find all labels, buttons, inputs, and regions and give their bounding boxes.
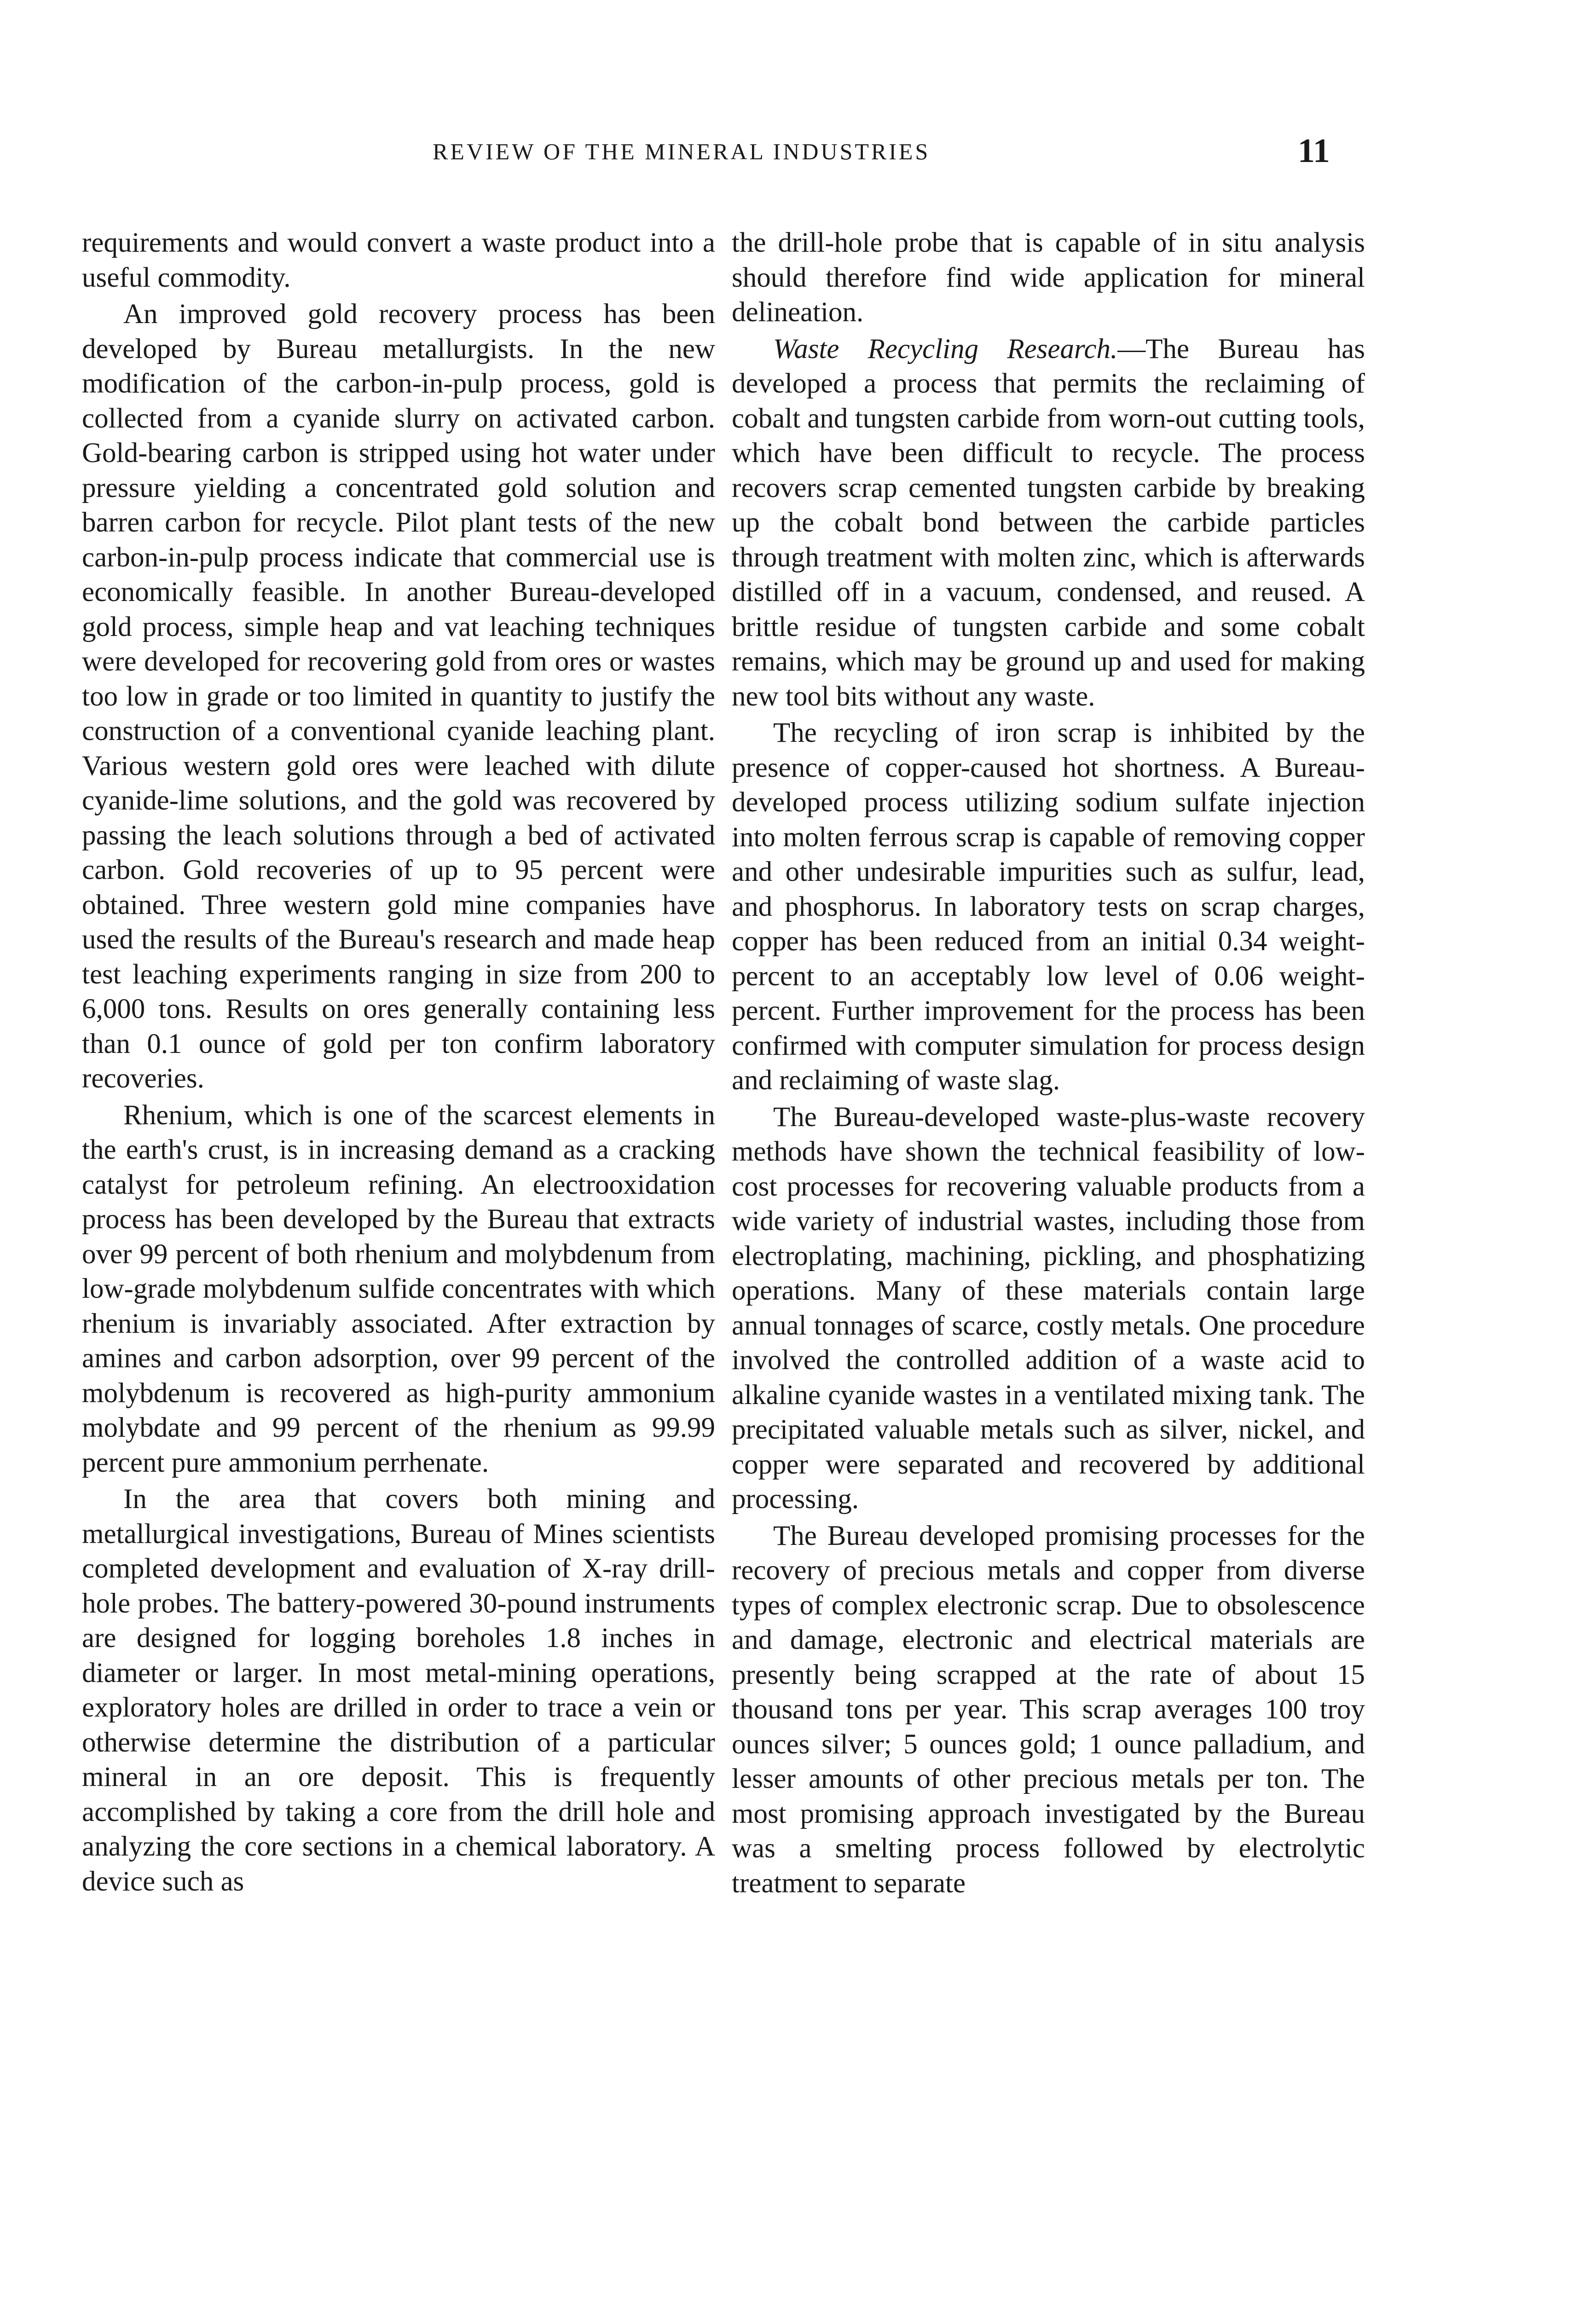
- paragraph-waste-recycling: [732, 332, 1365, 714]
- paragraph: The recycling of iron scrap is inhibited by the presence of copper-caused hot shortness. A Bureau-developed process utilizing sodium sulfate injection into molten ferrous scrap is capable of removing copper and other undesirable impurities such as sulfur, lead, and phosphorus. In laboratory tests on scrap charges, copper has been reduced from an initial 0.34 weight-percent to an acceptably low level of 0.06 weight-percent. Further improvement for the process has been confirmed with computer simulation for process design and reclaiming of waste slag.: [732, 717, 1365, 1096]
- running-title: REVIEW OF THE MINERAL INDUSTRIES: [433, 139, 931, 164]
- paragraph: Rhenium, which is one of the scarcest elements in the earth's crust, is in increasing demand as a cracking catalyst for petroleum refining. An electrooxidation process has been developed by the Bureau that extracts over 99 percent of both rhenium and molybdenum from low-grade molybdenum sulfide concentrates with which rhenium is invariably associated. After extraction by amines and carbon adsorption, over 99 percent of the molybdenum is recovered as high-purity ammonium molybdate and 99 percent of the rhenium as 99.99 percent pure ammonium perrhenate.: [82, 1099, 715, 1478]
- paragraph: The Bureau-developed waste-plus-waste recovery methods have shown the technical feasibility of low-cost processes for recovering valuable products from a wide variety of industrial wastes, including those from electroplating, machining, pickling, and phosphatizing operations. Many of these materials contain large annual tonnages of scarce, costly metals. One procedure involved the controlled addition of a waste acid to alkaline cyanide wastes in a ventilated mixing tank. The precipitated valuable metals such as silver, nickel, and copper were separated and recovered by additional processing.: [732, 1101, 1365, 1515]
- paragraph: An improved gold recovery process has been developed by Bureau metallurgists. In the new modification of the carbon-in-pulp process, gold is collected from a cyanide slurry on activated carbon. Gold-bearing carbon is stripped using hot water under pressure yielding a concentrated gold solution and barren carbon for recycle. Pilot plant tests of the new carbon-in-pulp process indicate that commercial use is economically feasible. In another Bureau-developed gold process, simple heap and vat leaching techniques were developed for recovering gold from ores or wastes too low in grade or too limited in quantity to justify the construction of a conventional cyanide leaching plant. Various western gold ores were leached with dilute cyanide-lime solutions, and the gold was recovered by passing the leach solutions through a bed of activated carbon. Gold recoveries of up to 95 percent were obtained. Three western gold mine companies have used the results of the Bureau's research and made heap test leaching experiments ranging in size from 200 to 6,000 tons. Results on ores generally containing less than 0.1 ounce of gold per ton confirm laboratory recoveries.: [82, 299, 715, 1094]
- running-head: [0, 132, 1596, 175]
- paragraph-text: —The Bureau has developed a process that permits the reclaiming of cobalt and tungsten carbide from worn-out cutting tools, which have been difficult to recycle. The process recovers scrap cemented tungsten carbide by breaking up the cobalt bond between the carbide particles through treatment with molten zinc, which is afterwards distilled off in a vacuum, condensed, and reused. A brittle residue of tungsten carbide and some cobalt remains, which may be ground up and used for making new tool bits without any waste.: [732, 333, 1365, 712]
- paragraph: the drill-hole probe that is capable of in situ analysis should therefore find wide application for mineral delineation.: [732, 227, 1365, 328]
- page-number: 11: [1298, 132, 1330, 170]
- right-column: [732, 225, 1365, 1901]
- section-run-in-heading: Waste Recycling Research.: [773, 333, 1118, 364]
- left-column: [82, 225, 715, 1899]
- paragraph: In the area that covers both mining and metallurgical investigations, Bureau of Mines scientists completed development and evaluation of X-ray drill-hole probes. The battery-powered 30-pound instruments are designed for logging boreholes 1.8 inches in diameter or larger. In most metal-mining operations, exploratory holes are drilled in order to trace a vein or otherwise determine the distribution of a particular mineral in an ore deposit. This is frequently accomplished by taking a core from the drill hole and analyzing the core sections in a chemical laboratory. A device such as: [82, 1484, 715, 1897]
- paragraph: requirements and would convert a waste product into a useful commodity.: [82, 227, 715, 293]
- paragraph: The Bureau developed promising processes for the recovery of precious metals and copper from diverse types of complex electronic scrap. Due to obsolescence and damage, electronic and electrical materials are presently being scrapped at the rate of about 15 thousand tons per year. This scrap averages 100 troy ounces silver; 5 ounces gold; 1 ounce palladium, and lesser amounts of other precious metals per ton. The most promising approach investigated by the Bureau was a smelting process followed by electrolytic treatment to separate: [732, 1520, 1365, 1899]
